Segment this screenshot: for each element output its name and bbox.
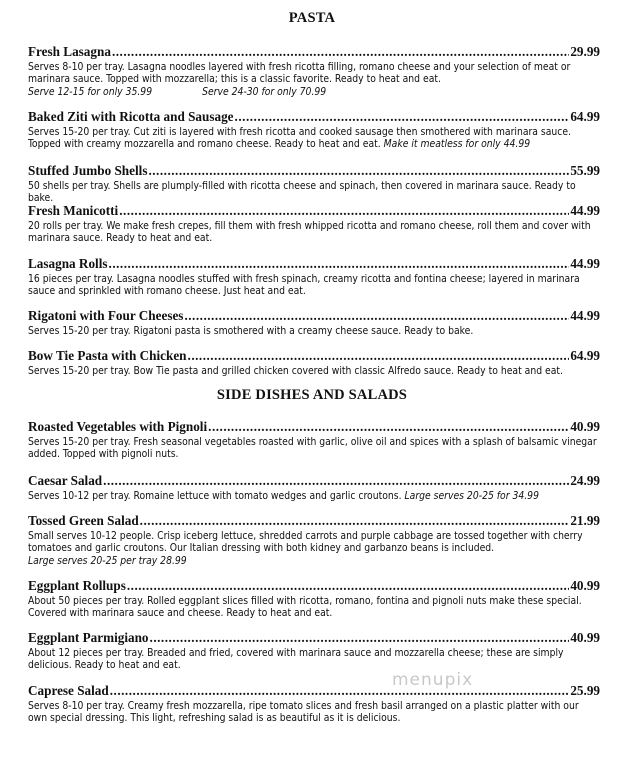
item-price: 64.99 bbox=[570, 348, 600, 363]
item-description: Serves 15-20 per tray. Cut ziti is layered with fresh ricotta and cooked sausage then smothered with marinara sauce. Topped with creamy mozzarella and romano cheese. Ready to heat and eat. Make it meatless for only 44.99 bbox=[28, 126, 572, 151]
item-description: About 12 pieces per tray. Breaded and fried, covered with marinara sauce and mozzarella cheese; these are simply delicious. Ready to heat and eat. bbox=[28, 647, 564, 672]
menu-item-eggplant-parmigiano bbox=[28, 630, 600, 672]
menu-item-caesar-salad bbox=[28, 473, 600, 502]
leader-dots bbox=[150, 630, 570, 646]
item-price: 40.99 bbox=[570, 630, 600, 645]
item-name: Caprese Salad bbox=[28, 683, 109, 698]
item-note: Large serves 20-25 per tray 28.99 bbox=[28, 554, 187, 567]
menu-item-caprese-salad bbox=[28, 683, 600, 725]
item-price: 24.99 bbox=[570, 473, 600, 488]
menu-item-bow-tie-pasta bbox=[28, 348, 600, 377]
section-title-side-dishes: SIDE DISHES AND SALADS bbox=[216, 387, 408, 403]
item-description: Serves 15-20 per tray. Fresh seasonal vegetables roasted with garlic, olive oil and spices with a splash of balsamic vinegar added. Topped with pignoli nuts. bbox=[28, 436, 597, 461]
menu-item-tossed-green-salad bbox=[28, 513, 600, 567]
item-description: Small serves 10-12 people. Crisp iceberg lettuce, shredded carrots and purple cabbage are tossed together with cherry tomatoes and garlic croutons. Our Italian dressing with both kidney and garbanzo beans is included. bbox=[28, 530, 583, 555]
item-name: Lasagna Rolls bbox=[28, 256, 108, 271]
leader-dots bbox=[140, 513, 570, 529]
item-description: About 50 pieces per tray. Rolled eggplant slices filled with ricotta, romano, fontina and pignoli nuts make these special. Covered with marinara sauce and cheese. Ready to heat and eat. bbox=[28, 595, 582, 620]
item-description: Serves 10-12 per tray. Romaine lettuce with tomato wedges and garlic croutons. Large serves 20-25 for 34.99 bbox=[28, 490, 539, 502]
item-name: Caesar Salad bbox=[28, 473, 103, 488]
leader-dots bbox=[148, 163, 569, 179]
item-description: 20 rolls per tray. We make fresh crepes, fill them with fresh whipped ricotta and romano cheese, roll them and cover with marinara sauce. Ready to heat and eat. bbox=[28, 220, 591, 245]
item-description: Serves 15-20 per tray. Bow Tie pasta and grilled chicken covered with classic Alfredo sauce. Ready to heat and eat. bbox=[28, 365, 563, 377]
item-description: Serves 8-10 per tray. Creamy fresh mozzarella, ripe tomato slices and fresh basil arranged on a plastic platter with our own special dressing. This light, refreshing salad is as beautiful as it is delicious. bbox=[28, 700, 579, 725]
leader-dots bbox=[112, 44, 569, 60]
menu-item-eggplant-rollups bbox=[28, 578, 600, 620]
item-name: Stuffed Jumbo Shells bbox=[28, 163, 148, 178]
item-name: Fresh Lasagna bbox=[28, 44, 111, 59]
leader-dots bbox=[208, 419, 569, 435]
menu-item-roasted-vegetables bbox=[28, 419, 600, 461]
menu-item-rigatoni bbox=[28, 308, 600, 337]
menu-item-stuffed-jumbo-shells bbox=[28, 163, 600, 205]
item-name: Roasted Vegetables with Pignoli bbox=[28, 419, 208, 434]
menu-item-lasagna-rolls bbox=[28, 256, 600, 298]
item-name: Eggplant Rollups bbox=[28, 578, 126, 593]
leader-dots bbox=[109, 256, 570, 272]
item-name: Bow Tie Pasta with Chicken bbox=[28, 348, 187, 363]
size-option: Serve 24-30 for only 70.99 bbox=[202, 85, 327, 98]
leader-dots bbox=[119, 203, 569, 219]
item-note: Make it meatless for only 44.99 bbox=[383, 138, 531, 151]
section-title-pasta: PASTA bbox=[288, 10, 336, 26]
item-note: Large serves 20-25 for 34.99 bbox=[404, 490, 539, 502]
size-option: Serve 12-15 for only 35.99 bbox=[28, 85, 153, 98]
item-price: 40.99 bbox=[570, 419, 600, 434]
item-name: Fresh Manicotti bbox=[28, 203, 119, 218]
menu-item-fresh-manicotti bbox=[28, 203, 600, 245]
item-price: 29.99 bbox=[570, 44, 600, 59]
item-name: Baked Ziti with Ricotta and Sausage bbox=[28, 109, 234, 124]
item-description: Serves 15-20 per tray. Rigatoni pasta is smothered with a creamy cheese sauce. Ready to bake. bbox=[28, 325, 474, 337]
item-price: 64.99 bbox=[570, 109, 600, 124]
leader-dots bbox=[103, 473, 569, 489]
item-price: 21.99 bbox=[570, 513, 600, 528]
item-price: 40.99 bbox=[570, 578, 600, 593]
item-price: 55.99 bbox=[570, 163, 600, 178]
item-price: 44.99 bbox=[570, 203, 600, 218]
leader-dots bbox=[188, 348, 570, 364]
item-size-options bbox=[28, 86, 600, 98]
menu-item-baked-ziti bbox=[28, 109, 600, 151]
item-description: Serves 8-10 per tray. Lasagna noodles layered with fresh ricotta filling, romano cheese and your selection of meat or marinara sauce. Topped with mozzarella; this is a classic favorite. Ready to heat and eat. bbox=[28, 61, 571, 86]
item-name: Rigatoni with Four Cheeses bbox=[28, 308, 184, 323]
leader-dots bbox=[127, 578, 569, 594]
item-description: 50 shells per tray. Shells are plumply-filled with ricotta cheese and spinach, then covered in marinara sauce. Ready to bake. bbox=[28, 180, 576, 205]
leader-dots bbox=[110, 683, 570, 699]
item-description: 16 pieces per tray. Lasagna noodles stuffed with fresh spinach, creamy ricotta and fontina cheese; layered in marinara sauce and sprinkled with romano cheese. Just heat and eat. bbox=[28, 273, 580, 298]
watermark: menupix bbox=[392, 670, 474, 690]
item-name: Eggplant Parmigiano bbox=[28, 630, 149, 645]
leader-dots bbox=[235, 109, 570, 125]
item-name: Tossed Green Salad bbox=[28, 513, 139, 528]
item-price: 25.99 bbox=[570, 683, 600, 698]
leader-dots bbox=[184, 308, 569, 324]
item-price: 44.99 bbox=[570, 308, 600, 323]
item-price: 44.99 bbox=[570, 256, 600, 271]
menu-item-fresh-lasagna bbox=[28, 44, 600, 98]
